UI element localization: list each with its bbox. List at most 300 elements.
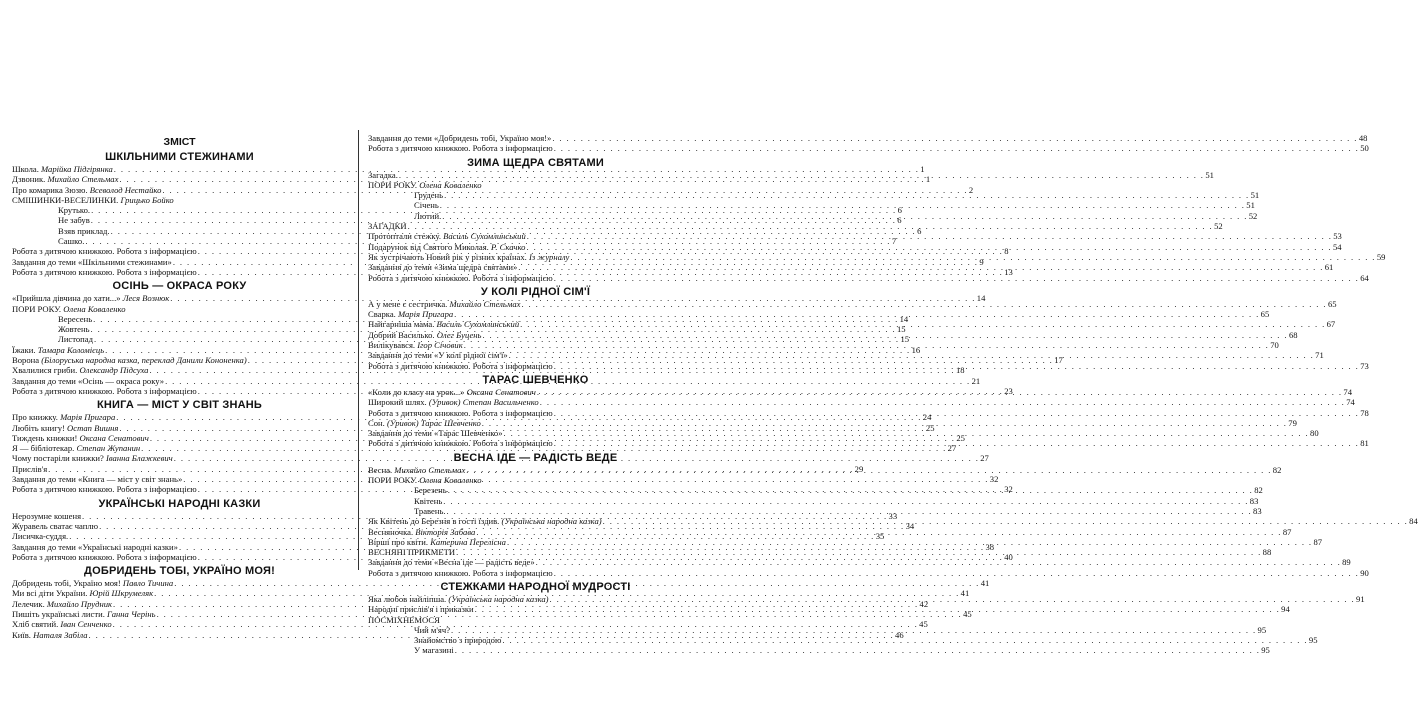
entry-title: Завдання до теми «Весна іде — радість веде» <box>368 557 535 568</box>
entry-author: Марія Пригара <box>397 309 454 320</box>
page-number: 70 <box>1270 340 1279 351</box>
entry-title: Робота з дитячою книжкою. Робота з інформацією <box>368 360 553 371</box>
entry-label <box>368 350 508 360</box>
entry-author: Олександр Підсуха <box>79 365 149 376</box>
entry-title: Ворона <box>12 355 40 366</box>
page-number: 27 <box>947 443 957 454</box>
entry-title: Робота з дитячою книжкою. Робота з інформацією <box>12 385 197 396</box>
page-number: 74 <box>1346 397 1355 408</box>
page-number: 68 <box>1288 329 1298 340</box>
page-number: 53 <box>1333 231 1342 242</box>
dot-leader <box>550 594 1356 604</box>
entry-title: Як зустрічають Новий рік у різних країнах. <box>368 251 527 262</box>
entry-label <box>58 314 92 324</box>
entry-label <box>12 464 47 474</box>
toc-subentry <box>368 495 1259 506</box>
entry-label <box>368 527 475 537</box>
entry-title: Добридень тобі, Україно моя! <box>12 578 121 589</box>
entry-title: ВЕСНЯНІ ПРИКМЕТИ <box>368 547 456 558</box>
page-number: 65 <box>1260 309 1270 320</box>
page-number: 33 <box>888 510 898 521</box>
entry-title: Жовтень <box>58 324 90 335</box>
page-number: 1 <box>920 164 925 174</box>
entry-label <box>368 180 482 190</box>
dot-leader <box>554 361 1360 371</box>
entry-label <box>12 185 161 195</box>
page-number: 40 <box>1004 551 1013 562</box>
dot-leader <box>527 231 1333 241</box>
entry-title: Широкий шлях. <box>368 397 427 408</box>
entry-author: Олена Коваленко <box>419 475 482 486</box>
entry-title: Пишіть українські листи. <box>12 608 105 619</box>
entry-author: Марія Пригара <box>60 412 116 423</box>
entry-title: Робота з дитячою книжкою. Робота з інформацією <box>12 551 197 562</box>
entry-title: Завдання до теми «Книга — міст у світ знань» <box>12 474 183 485</box>
section-heading: ШКІЛЬНИМИ СТЕЖИНАМИ <box>105 151 254 163</box>
entry-label <box>368 465 465 475</box>
toc-entry <box>368 231 1342 242</box>
toc-subentry <box>368 210 1258 221</box>
entry-label <box>12 267 197 277</box>
entry-label <box>368 408 553 418</box>
entry-label <box>368 438 553 448</box>
entry-author: Всеволод Нестайко <box>89 184 162 195</box>
entry-title: Робота з дитячою книжкою. Робота з інформацією <box>368 272 553 283</box>
entry-author: Олена Коваленко <box>63 303 126 314</box>
entry-label <box>368 594 549 604</box>
entry-title: Січень <box>414 200 439 211</box>
entry-label <box>12 521 98 531</box>
dot-leader <box>444 190 1250 200</box>
entry-author: Юрій Шкрумеляк <box>89 588 154 599</box>
page-number: 65 <box>1327 298 1337 309</box>
dot-leader <box>475 604 1281 614</box>
dot-leader <box>554 408 1360 418</box>
dot-leader <box>440 200 1246 210</box>
entry-label <box>12 195 174 205</box>
entry-label <box>12 630 88 640</box>
toc-entry <box>368 615 703 625</box>
dot-leader <box>537 387 1343 397</box>
entry-label <box>12 164 113 174</box>
page-number: 35 <box>875 531 885 542</box>
entry-label <box>12 355 247 365</box>
section-heading: КНИГА — МІСТ У СВІТ ЗНАНЬ <box>96 399 263 412</box>
entry-author: Іван Сенченко <box>60 619 112 630</box>
entry-label <box>12 246 197 256</box>
entry-title: Квітень <box>414 495 443 506</box>
entry-label <box>414 190 443 200</box>
toc-subentry <box>368 635 1318 646</box>
section-heading: У КОЛІ РІДНОЇ СІМ'Ї <box>480 285 591 298</box>
entry-label <box>368 615 440 625</box>
page-number: 89 <box>1342 557 1351 568</box>
entry-author: Р. Скачко <box>490 241 526 252</box>
entry-label <box>12 511 81 521</box>
entry-title: Завдання до теми «У колі рідної сім'ї» <box>368 350 508 361</box>
entry-label <box>12 365 148 375</box>
page-number: 80 <box>1310 428 1319 439</box>
dot-leader <box>570 252 1376 262</box>
entry-label <box>368 299 520 309</box>
entry-title: ПОСМІХНЕМОСЯ <box>368 614 440 625</box>
entry-title: Взяв приклад. <box>58 225 110 236</box>
page-number: 74 <box>1343 386 1352 397</box>
entry-title: Чому постаріли книжки? <box>12 453 104 464</box>
entry-title: Нерозумне кошеня <box>12 510 82 521</box>
entry-label <box>368 428 503 438</box>
page-number: 45 <box>919 619 928 630</box>
column-divider <box>358 130 359 570</box>
dot-leader <box>466 465 1272 475</box>
entry-label <box>58 334 93 344</box>
page-number: 18 <box>955 365 965 376</box>
entry-author: Оксана Сенатович <box>466 386 536 397</box>
entry-label <box>12 609 156 619</box>
entry-label <box>368 319 519 329</box>
entry-title: Не забув <box>58 215 90 226</box>
entry-author: Олег Буцень <box>436 329 482 340</box>
page-number: 7 <box>891 236 897 247</box>
entry-author: Тамара Коломієць <box>37 344 105 355</box>
entry-title: Весняночка. <box>368 526 414 537</box>
page-number: 21 <box>971 375 981 386</box>
entry-title: Як Квітень до Березня в гості їздив. <box>368 516 500 527</box>
page-number: 25 <box>956 432 965 443</box>
entry-title: Школа. <box>12 164 39 174</box>
toc-entry <box>368 143 1369 154</box>
entry-label <box>12 588 153 598</box>
page-number: 51 <box>1246 200 1255 211</box>
entry-label <box>12 443 140 453</box>
entry-title: Любіть книгу! <box>12 422 65 433</box>
dot-leader <box>540 397 1346 407</box>
entry-title: СМІШИНКИ-ВЕСЕЛИНКИ. <box>12 194 119 205</box>
toc-entry <box>368 241 1342 252</box>
entry-label <box>368 568 553 578</box>
entry-label <box>12 423 118 433</box>
entry-title: Ми всі діти України. <box>12 588 88 599</box>
dot-leader <box>464 340 1270 350</box>
entry-author: Михайло Прудник <box>46 598 113 609</box>
entry-author: Михайло Стельмах <box>394 464 466 475</box>
page-number: 52 <box>1248 210 1258 221</box>
entry-label <box>12 542 178 552</box>
dot-leader <box>456 547 1262 557</box>
page-number: 23 <box>1004 385 1013 396</box>
entry-title: Робота з дитячою книжкою. Робота з інформацією <box>368 567 553 578</box>
entry-title: Завдання до теми «Тарас Шевченко» <box>368 428 503 439</box>
page-number: 16 <box>911 344 921 355</box>
section-heading: ВЕСНА ІДЕ — РАДІСТЬ ВЕДЕ <box>453 451 618 464</box>
entry-title: Завдання до теми «Українські народні казки» <box>12 541 178 552</box>
entry-label <box>368 516 602 526</box>
entry-author: Павло Тичина <box>122 578 174 589</box>
entry-label <box>368 361 553 371</box>
section-heading: УКРАЇНСЬКІ НАРОДНІ КАЗКИ <box>98 497 261 510</box>
entry-author: Степан Жупанин <box>76 443 141 454</box>
entry-author: Вікторія Забава <box>415 526 476 537</box>
entry-title: Робота з дитячою книжкою. Робота з інформацією <box>12 246 197 257</box>
entry-label <box>12 619 112 629</box>
entry-author: Леся Вознюк <box>122 293 170 304</box>
dot-leader <box>476 527 1282 537</box>
section-heading: ОСІНЬ — ОКРАСА РОКУ <box>112 280 247 293</box>
entry-label <box>368 397 539 407</box>
dot-leader <box>536 557 1342 567</box>
dot-leader <box>554 143 1360 153</box>
entry-label <box>12 345 104 355</box>
entry-label <box>12 293 169 303</box>
entry-title: ПОРИ РОКУ. <box>12 303 62 314</box>
toc-entry <box>368 567 1369 578</box>
entry-title: Весна. <box>368 464 393 475</box>
dot-leader <box>521 299 1327 309</box>
entry-author: (Уривок) Тарас Шевченко <box>386 417 481 428</box>
page-number: 88 <box>1262 547 1272 558</box>
entry-author: (Українська народна казка) <box>501 516 602 527</box>
entry-label <box>414 200 439 210</box>
entry-label <box>414 635 501 645</box>
page-number: 9 <box>979 256 984 267</box>
page-number: 83 <box>1253 505 1262 516</box>
entry-label <box>12 453 173 463</box>
entry-title: Сашко. <box>58 236 85 247</box>
entry-title: Грудень <box>414 190 444 201</box>
entry-title: Хліб святий. <box>12 619 59 630</box>
page-number: 79 <box>1288 417 1297 428</box>
toc-entry <box>368 180 703 190</box>
entry-title: Загадка. <box>368 169 398 180</box>
dot-leader <box>520 319 1326 329</box>
dot-leader <box>509 350 1315 360</box>
entry-label <box>368 170 398 180</box>
page-number: 13 <box>1004 266 1013 277</box>
entry-author: (Уривок) Степан Васильченко <box>428 397 539 408</box>
dot-leader <box>603 516 1409 526</box>
entry-title: Робота з дитячою книжкою. Робота з інформацією <box>12 266 197 277</box>
entry-label <box>368 221 407 231</box>
entry-title: Вересень <box>58 313 93 324</box>
dot-leader <box>408 221 1214 231</box>
toc-entry <box>12 304 347 314</box>
entry-label <box>12 578 173 588</box>
dot-leader <box>554 438 1360 448</box>
entry-label <box>368 143 553 153</box>
entry-title: Протоптали стежку. <box>368 231 441 242</box>
entry-author: Ганна Черінь <box>107 608 156 619</box>
page-number: 51 <box>1205 169 1214 180</box>
entry-title: Крутько. <box>58 205 91 216</box>
dot-leader <box>554 568 1360 578</box>
entry-label <box>368 273 553 283</box>
toc-entry <box>368 272 1369 283</box>
toc-entry <box>368 557 1351 568</box>
entry-label <box>368 475 482 485</box>
entry-author: Наталя Забіла <box>33 629 88 640</box>
entry-author: Іванна Блажкевич <box>105 453 173 464</box>
entry-title: Завдання до теми «Осінь — окраса року» <box>12 375 165 386</box>
dot-leader <box>399 170 1205 180</box>
entry-label <box>414 496 442 506</box>
entry-title: Найгарніша мама. <box>368 319 435 330</box>
page-number: 48 <box>1358 133 1368 143</box>
entry-author: Марійка Підгірянка <box>41 164 113 174</box>
entry-label <box>368 557 535 567</box>
dot-leader <box>482 418 1288 428</box>
page-number: 84 <box>1409 516 1418 527</box>
entry-label <box>368 547 455 557</box>
page-number: 8 <box>1004 246 1009 257</box>
page-number: 71 <box>1315 350 1324 361</box>
entry-title: А у мене є сестричка. <box>368 298 448 309</box>
entry-author: Ігор Січовик <box>417 340 463 351</box>
toc-entry <box>368 475 703 485</box>
entry-author: Василь Сухомлинський <box>443 231 526 242</box>
entry-title: ЗАГАДКИ <box>368 221 407 232</box>
page-number: 38 <box>985 541 995 552</box>
page-number: 41 <box>980 578 990 589</box>
entry-author: Остап Вишня <box>67 422 119 433</box>
entry-title: Чий м'яч? <box>414 624 451 635</box>
page-title: ЗМІСТ <box>163 136 196 148</box>
entry-title: «Коли до класу на урок...» <box>368 386 465 397</box>
entry-label <box>58 324 90 334</box>
dot-leader <box>502 635 1308 645</box>
entry-title: Подарунок від Святого Миколая. <box>368 241 489 252</box>
entry-author: Михайло Стельмах <box>449 298 521 309</box>
dot-leader <box>482 330 1288 340</box>
page-number: 25 <box>925 422 935 433</box>
dot-leader <box>455 645 1261 655</box>
entry-title: Про книжку. <box>12 412 58 423</box>
page-number: 42 <box>919 598 929 609</box>
toc-subentry <box>368 200 1255 211</box>
entry-title: Травень. <box>414 505 446 516</box>
dot-leader <box>526 242 1332 252</box>
entry-title: Їжаки. <box>12 344 36 355</box>
entry-label <box>368 231 526 241</box>
entry-title: Прислів'я <box>12 463 48 474</box>
entry-author: Катерина Перелісна <box>430 536 506 547</box>
entry-label <box>368 309 453 319</box>
entry-title: Знайомство з природою <box>414 635 502 646</box>
page-number: 15 <box>897 324 906 335</box>
entry-title: Березень <box>414 485 447 496</box>
entry-title: Лютий. <box>414 210 442 221</box>
page-number: 59 <box>1376 251 1386 262</box>
entry-label <box>414 211 441 221</box>
entry-title: Лелечик. <box>12 598 45 609</box>
page-number: 95 <box>1257 624 1267 635</box>
section-heading: СТЕЖКАМИ НАРОДНОЇ МУДРОСТІ <box>440 580 631 593</box>
entry-label <box>58 205 90 215</box>
page-number: 95 <box>1308 635 1318 646</box>
entry-title: Лисичка-суддя. <box>12 531 69 542</box>
page-number: 51 <box>1250 190 1260 201</box>
entry-label <box>368 418 481 428</box>
entry-label <box>414 625 450 635</box>
entry-author: Василь Сухомлинський <box>436 319 520 330</box>
page-number: 46 <box>895 629 904 640</box>
page-number: 6 <box>897 215 902 226</box>
entry-author: (Білоруська народна казка, переклад Данили Кононенка) <box>41 355 247 366</box>
page-number: 95 <box>1261 645 1270 656</box>
page-number: 41 <box>960 588 970 599</box>
entry-label <box>12 552 197 562</box>
entry-label <box>12 433 149 443</box>
toc-entry <box>12 164 925 174</box>
entry-title: Хвалилися гриби. <box>12 365 78 376</box>
entry-label <box>58 236 84 246</box>
toc-entry <box>368 169 1214 180</box>
entry-title: Робота з дитячою книжкою. Робота з інформацією <box>12 484 197 495</box>
page-number: 73 <box>1360 360 1369 371</box>
toc-subentry <box>368 190 1260 201</box>
entry-label <box>12 412 115 422</box>
entry-author: Михайло Стельмах <box>47 174 119 185</box>
entry-title: Добрий Василько. <box>368 329 435 340</box>
entry-label <box>58 226 110 236</box>
dot-leader <box>518 262 1324 272</box>
entry-title: Вірші про квіти. <box>368 536 429 547</box>
entry-title: У магазині <box>414 645 454 656</box>
entry-label <box>12 474 182 484</box>
dot-leader <box>451 625 1257 635</box>
entry-label <box>12 386 197 396</box>
entry-label <box>368 340 463 350</box>
entry-label <box>368 242 525 252</box>
entry-title: ПОРИ РОКУ. <box>368 475 418 486</box>
page-number: 67 <box>1326 319 1336 330</box>
page-number: 52 <box>1214 221 1223 232</box>
page-number: 91 <box>1356 593 1365 604</box>
page-number: 32 <box>989 474 999 485</box>
entry-title: Листопад <box>58 334 93 345</box>
page-number: 87 <box>1313 536 1323 547</box>
entry-label <box>368 330 481 340</box>
entry-title: Робота з дитячою книжкою. Робота з інформацією <box>368 143 553 154</box>
entry-title: Яка любов найліпша. <box>368 593 447 604</box>
page-number: 1 <box>925 174 931 185</box>
entry-author: Із журналу <box>528 251 570 262</box>
entry-title: Сон. <box>368 417 385 428</box>
entry-label <box>12 531 68 541</box>
entry-title: Робота з дитячою книжкою. Робота з інформацією <box>368 438 553 449</box>
entry-label <box>12 376 164 386</box>
page-number: 29 <box>854 463 864 474</box>
page-number: 15 <box>900 334 910 345</box>
entry-title: Завдання до теми «Добридень тобі, Україно моя!» <box>368 133 552 143</box>
page-number: 6 <box>917 225 922 236</box>
page-number: 61 <box>1324 262 1334 273</box>
page-number: 14 <box>899 313 909 324</box>
page-number: 24 <box>922 412 932 423</box>
entry-title: Дзвоник. <box>12 174 46 185</box>
entry-label <box>12 174 118 184</box>
dot-leader <box>443 496 1249 506</box>
entry-title: Журавель сватає чаплю <box>12 520 99 531</box>
dot-leader <box>507 537 1313 547</box>
dot-leader <box>504 428 1310 438</box>
entry-author: Оксана Сенатович <box>79 432 149 443</box>
entry-author: (Українська народна казка) <box>448 593 549 604</box>
toc-entry <box>368 133 1368 143</box>
entry-title: Київ. <box>12 629 31 640</box>
section-heading: ЗИМА ЩЕДРА СВЯТАМИ <box>467 156 604 169</box>
page-number: 90 <box>1360 567 1369 578</box>
entry-title: Завдання до теми «Зима щедра святами» <box>368 262 518 273</box>
